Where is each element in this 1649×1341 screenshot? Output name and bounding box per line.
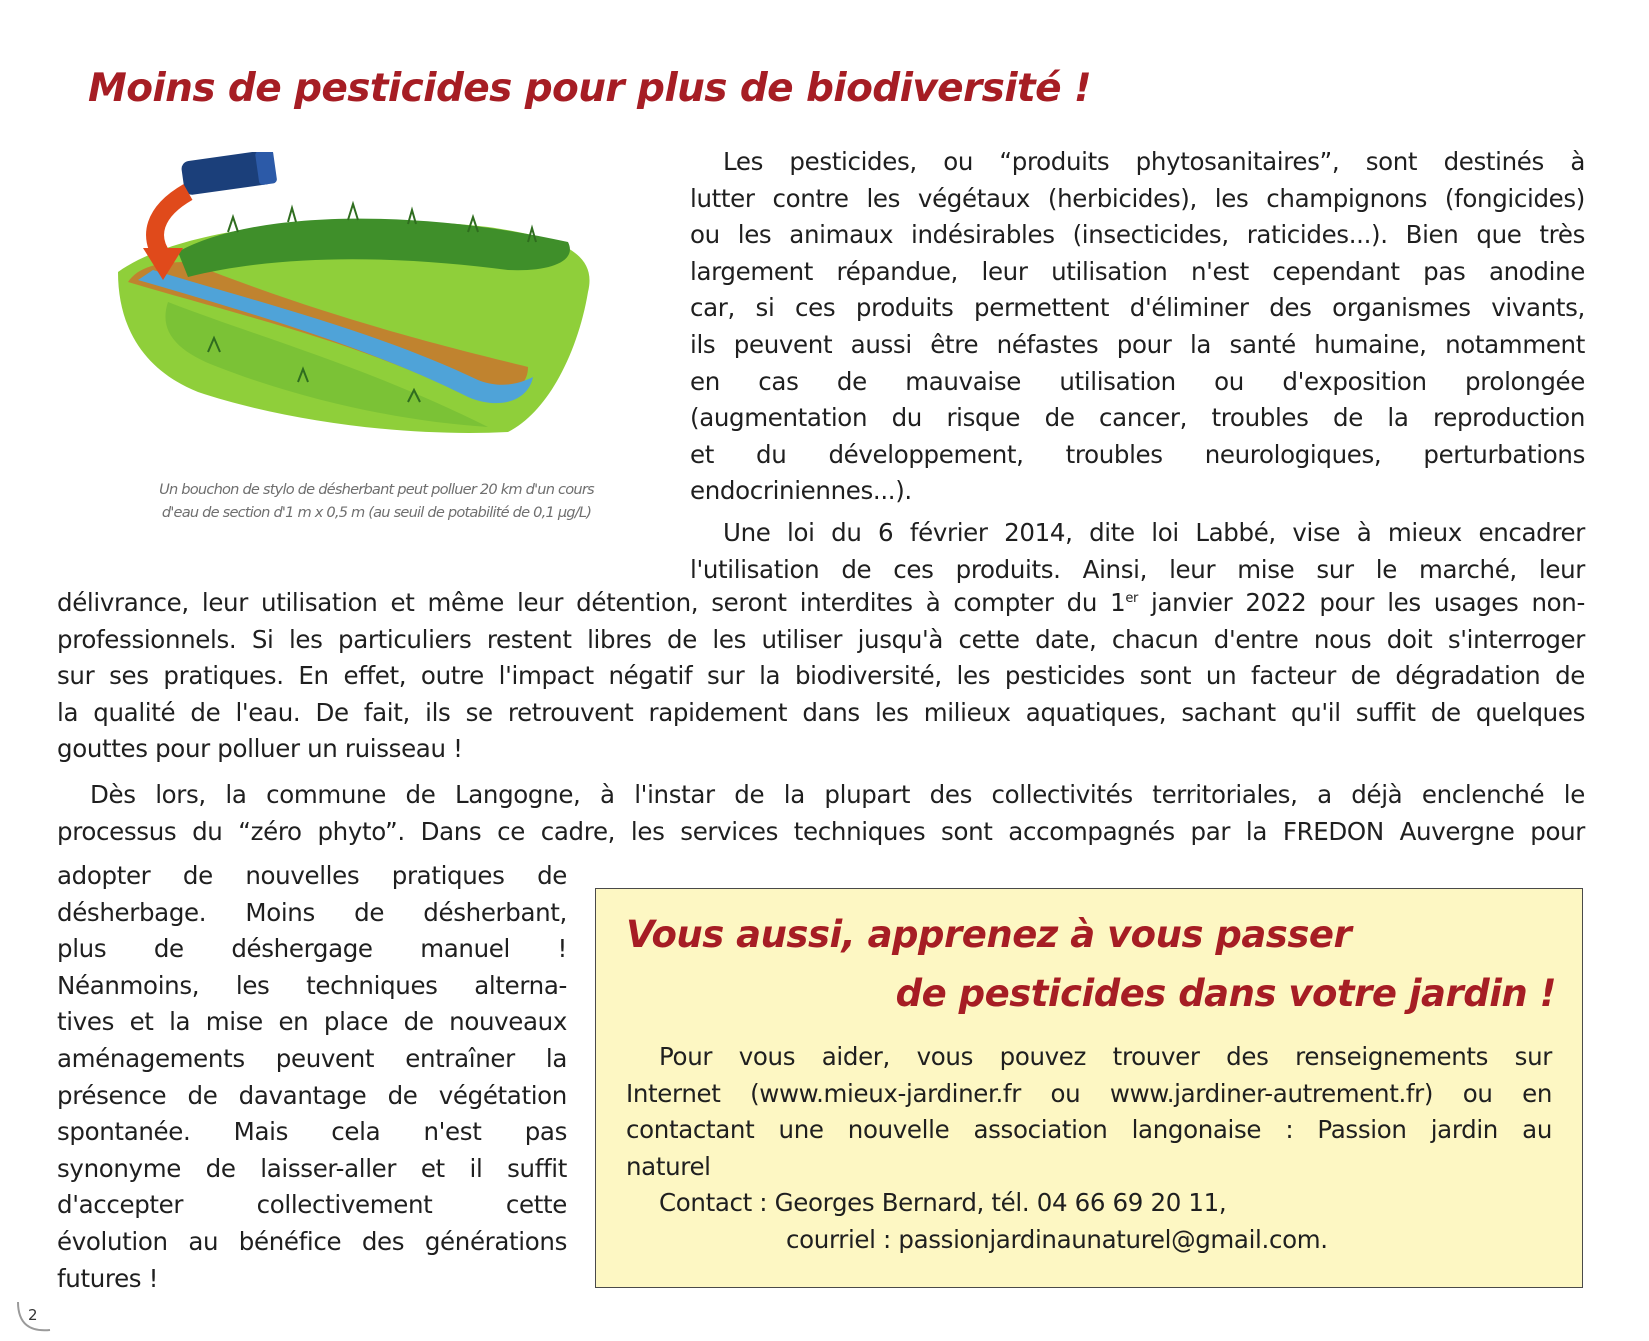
caption-line: d'eau de section d'1 m x 0,5 m (au seuil de potabilité de 0,1 µg/L)	[161, 504, 592, 521]
text-line: aménagements peuvent entraîner la	[57, 1043, 567, 1073]
text-line: adopter de nouvelles pratiques de	[57, 861, 567, 890]
text-line: ou les animaux indésirables (insecticides, raticides...). Bien que très	[690, 220, 1585, 250]
text-line: ils peuvent aussi être néfastes pour la santé humaine, notamment	[690, 329, 1585, 359]
article-title: Moins de pesticides pour plus de biodiversité !	[88, 66, 1092, 111]
paragraph-2-start	[690, 515, 1585, 588]
text-line: processus du “zéro phyto”. Dans ce cadre, les services techniques sont accompagnés par la FREDON Auvergne pour	[57, 816, 1585, 846]
info-box	[595, 888, 1583, 1288]
text-line: en cas de mauvaise utilisation ou d'exposition prolongée	[690, 366, 1585, 396]
paragraph-1	[690, 144, 1585, 510]
superscript: er	[1125, 590, 1138, 606]
text-line: contactant une nouvelle association langonaise : Passion jardin au	[626, 1115, 1552, 1145]
page-number-label: 2	[28, 1306, 38, 1324]
text-line: Les pesticides, ou “produits phytosanitaires”, sont destinés à	[723, 147, 1585, 176]
text-line: largement répandue, leur utilisation n'est cependant pas anodine	[690, 256, 1585, 286]
text-segment: délivrance, leur utilisation et même leur détention, seront interdites à compter du 1	[57, 588, 1126, 617]
text-line: lutter contre les végétaux (herbicides), les champignons (fongicides)	[690, 183, 1585, 213]
text-line: futures !	[57, 1263, 159, 1293]
info-box-title-line-1: Vous aussi, apprenez à vous passer	[626, 913, 1352, 956]
text-line: la qualité de l'eau. De fait, ils se retrouvent rapidement dans les milieux aquatiques, sachant qu'il suffit de quelques	[57, 697, 1585, 727]
paragraph-3-start	[57, 777, 1585, 850]
text-line: l'utilisation de ces produits. Ainsi, leur mise sur le marché, leur	[690, 554, 1585, 584]
text-line: tives et la mise en place de nouveaux	[57, 1007, 567, 1037]
left-column-text	[57, 858, 567, 1297]
caption-line: Un bouchon de stylo de désherbant peut polluer 20 km d'un cours	[159, 481, 594, 498]
text-segment: janvier 2022 pour les usages non-	[1137, 588, 1585, 617]
text-line: et du développement, troubles neurologiques, perturbations	[690, 439, 1585, 469]
right-column-text	[690, 144, 1585, 588]
text-line: naturel	[626, 1151, 711, 1181]
text-line: professionnels. Si les particuliers restent libres de les utiliser jusqu'à cette date, chacun d'entre nous doit s'interroger	[57, 624, 1585, 654]
text-line: (augmentation du risque de cancer, troubles de la reproduction	[690, 403, 1585, 433]
text-line: présence de davantage de végétation	[57, 1080, 567, 1110]
text-line: car, si ces produits permettent d'éliminer des organismes vivants,	[690, 293, 1585, 323]
info-box-title-line-2: de pesticides dans votre jardin !	[895, 972, 1556, 1015]
illustration-caption	[104, 478, 649, 524]
text-line: évolution au bénéfice des générations	[57, 1226, 567, 1256]
text-line: gouttes pour polluer un ruisseau !	[57, 734, 463, 764]
text-line: plus de déshergage manuel !	[57, 934, 567, 964]
text-line: Pour vous aider, vous pouvez trouver des renseignements sur	[659, 1042, 1552, 1071]
text-line	[57, 585, 1585, 622]
text-line: synonyme de laisser-aller et il suffit	[57, 1153, 567, 1183]
pesticide-pouring-into-stream-illustration	[108, 152, 638, 442]
paragraph-2-continuation	[57, 585, 1585, 768]
text-line: sur ses pratiques. En effet, outre l'impact négatif sur la biodiversité, les pesticides sont un facteur de dégradation de	[57, 661, 1585, 691]
info-box-body	[626, 1039, 1552, 1259]
page-number	[14, 1296, 54, 1336]
text-line: endocriniennes...).	[690, 476, 912, 506]
text-line: Une loi du 6 février 2014, dite loi Labbé, vise à mieux encadrer	[723, 517, 1585, 547]
text-line: d'accepter collectivement cette	[57, 1190, 567, 1220]
email-line: courriel : passionjardinaunaturel@gmail.com.	[786, 1224, 1328, 1254]
text-line: désherbage. Moins de désherbant,	[57, 897, 567, 927]
contact-line: Contact : Georges Bernard, tél. 04 66 69 20 11,	[659, 1188, 1227, 1218]
text-line: Dès lors, la commune de Langogne, à l'instar de la plupart des collectivités territoriales, a déjà enclenché le	[90, 780, 1585, 809]
text-line: spontanée. Mais cela n'est pas	[57, 1117, 567, 1147]
text-line: Néanmoins, les techniques alterna-	[57, 970, 567, 1000]
text-line: Internet (www.mieux-jardiner.fr ou www.jardiner-autrement.fr) ou en	[626, 1078, 1552, 1108]
